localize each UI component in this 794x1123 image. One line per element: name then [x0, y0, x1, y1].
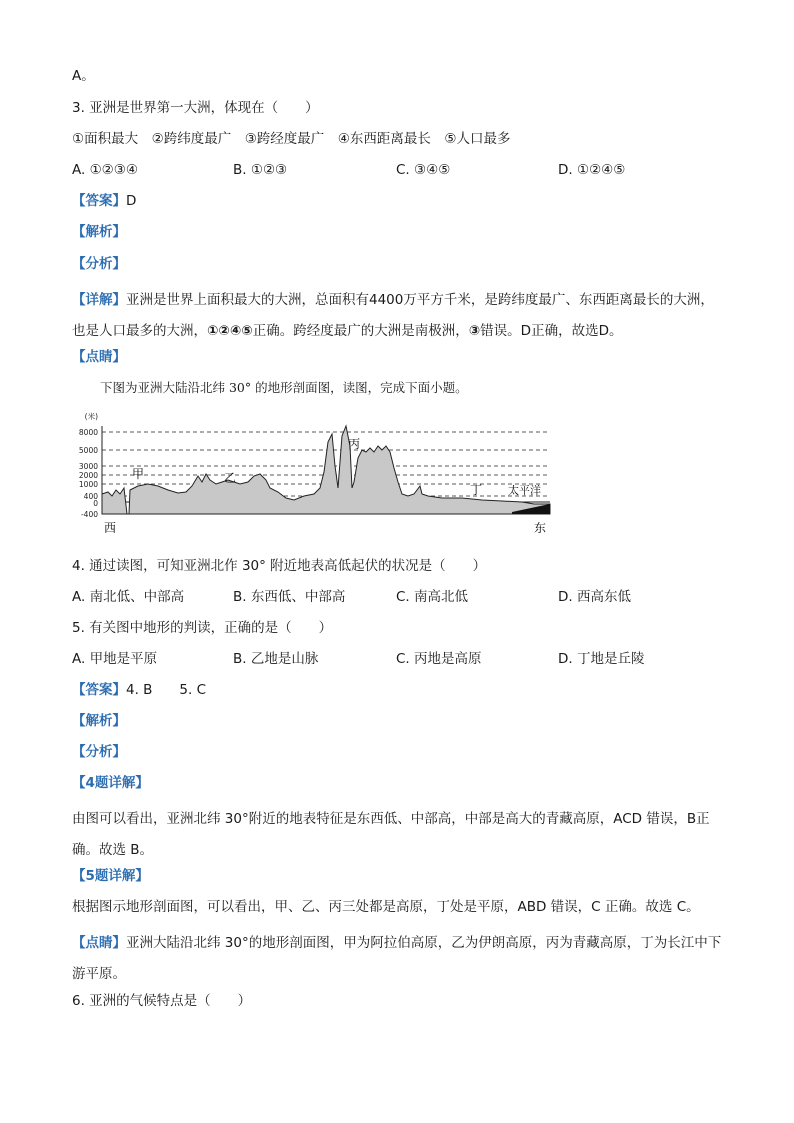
answer-value: D	[126, 193, 137, 209]
q3-detail	[72, 285, 722, 347]
q3-items: ①面积最大 ②跨纬度最广 ③跨经度最广 ④东西距离最长 ⑤人口最多	[72, 131, 511, 147]
terrain-profile-figure	[72, 408, 562, 538]
fenxi-tag: 【分析】	[72, 256, 126, 272]
q4-detail-tag	[72, 773, 149, 793]
direction-labels	[104, 521, 546, 535]
y-tick-1000: 1000	[78, 480, 98, 489]
q4-detail-label: 【4题详解】	[72, 775, 149, 791]
q45-analysis-tag	[72, 711, 126, 731]
y-tick-neg400: -400	[80, 510, 98, 519]
ocean-label: 太平洋	[508, 484, 541, 497]
y-tick-labels	[79, 411, 98, 519]
q5-option-c: C. 丙地是高原	[396, 651, 482, 667]
east-label: 东	[534, 521, 547, 535]
dianjing-tag: 【点睛】	[72, 935, 126, 951]
previous-answer: A。	[72, 68, 95, 84]
q5-option-a: A. 甲地是平原	[72, 651, 158, 667]
q3-analysis-tag	[72, 222, 126, 242]
y-unit-label: (米)	[84, 412, 98, 421]
west-label: 西	[104, 521, 117, 535]
q4-option-d: D. 西高东低	[558, 589, 631, 605]
q45-answer	[72, 680, 206, 700]
y-tick-8000: 8000	[78, 428, 98, 437]
q45-dianjing	[72, 928, 722, 990]
q4-stem: 4. 通过读图，可知亚洲北作 30° 附近地表高低起伏的状况是（ ）	[72, 558, 487, 574]
q3-option-c: C. ③④⑤	[396, 162, 451, 178]
q5-option-d: D. 丁地是丘陵	[558, 651, 645, 667]
q5-option-b: B. 乙地是山脉	[233, 651, 319, 667]
answer-value: 4. B 5. C	[126, 682, 207, 698]
region-jia: 甲	[132, 467, 145, 481]
q3-dianjing-tag	[72, 347, 126, 367]
dianjing-tag: 【点睛】	[72, 349, 126, 365]
q3-fenxi-tag	[72, 254, 126, 274]
q5-detail-text: 根据图示地形剖面图，可以看出，甲、乙、丙三处都是高原，丁处是平原，ABD 错误，C 正确。故选 C。	[72, 899, 700, 915]
y-tick-3000: 3000	[78, 462, 98, 471]
q6-stem: 6. 亚洲的气候特点是（ ）	[72, 993, 252, 1009]
figure-caption: 下图为亚洲大陆沿北纬 30° 的地形剖面图，读图，完成下面小题。	[100, 380, 468, 395]
q3-option-b: B. ①②③	[233, 162, 288, 178]
detail-text-e: 错误。D正确，故选D。	[480, 323, 623, 339]
q5-stem: 5. 有关图中地形的判读，正确的是（ ）	[72, 620, 333, 636]
detail-text-d: ③	[468, 323, 481, 339]
q3-options	[72, 160, 722, 180]
answer-tag: 【答案】	[72, 193, 126, 209]
terrain-profile-svg	[72, 408, 562, 538]
analysis-tag: 【解析】	[72, 713, 126, 729]
q4-option-a: A. 南北低、中部高	[72, 589, 185, 605]
q4-detail-text: 由图可以看出，亚洲北纬 30°附近的地表特征是东西低、中部高，中部是高大的青藏高原，ACD 错误，B正确。故选 B。	[72, 811, 710, 858]
q4-options	[72, 587, 722, 607]
y-tick-5000: 5000	[78, 446, 98, 455]
detail-tag: 【详解】	[72, 292, 126, 308]
q45-fenxi-tag	[72, 742, 126, 762]
q4-option-c: C. 南高北低	[396, 589, 469, 605]
q5-detail-label: 【5题详解】	[72, 868, 149, 884]
region-bing: 丙	[348, 437, 361, 451]
q5-options	[72, 649, 722, 669]
fenxi-tag: 【分析】	[72, 744, 126, 760]
q5-detail-tag	[72, 866, 149, 886]
detail-text-c: 正确。跨经度最广的大洲是南极洲，	[252, 323, 469, 339]
terrain-area	[102, 426, 550, 514]
q4-option-b: B. 东西低、中部高	[233, 589, 346, 605]
region-yi: 乙	[224, 471, 237, 485]
analysis-tag: 【解析】	[72, 224, 126, 240]
q3-answer	[72, 191, 136, 211]
q3-stem: 3. 亚洲是世界第一大洲，体现在（ ）	[72, 100, 319, 116]
dianjing-text: 亚洲大陆沿北纬 30°的地形剖面图，甲为阿拉伯高原，乙为伊朗高原，丙为青藏高原，丁为长江中下游平原。	[72, 935, 722, 982]
answer-tag: 【答案】	[72, 682, 126, 698]
q3-option-d: D. ①②④⑤	[558, 162, 626, 178]
y-tick-2000: 2000	[78, 471, 98, 480]
y-tick-0: 0	[93, 499, 98, 508]
region-ding: 丁	[470, 483, 483, 497]
detail-text-a: 亚洲是世界上面积最大的大洲，总面积有4400万平方千米，是跨纬度最广、东西距离最长的大洲，也是人口最多的大洲，	[72, 292, 714, 339]
y-tick-400: 400	[83, 492, 98, 501]
detail-text-b: ①②④⑤	[207, 323, 253, 339]
q3-option-a: A. ①②③④	[72, 162, 138, 178]
